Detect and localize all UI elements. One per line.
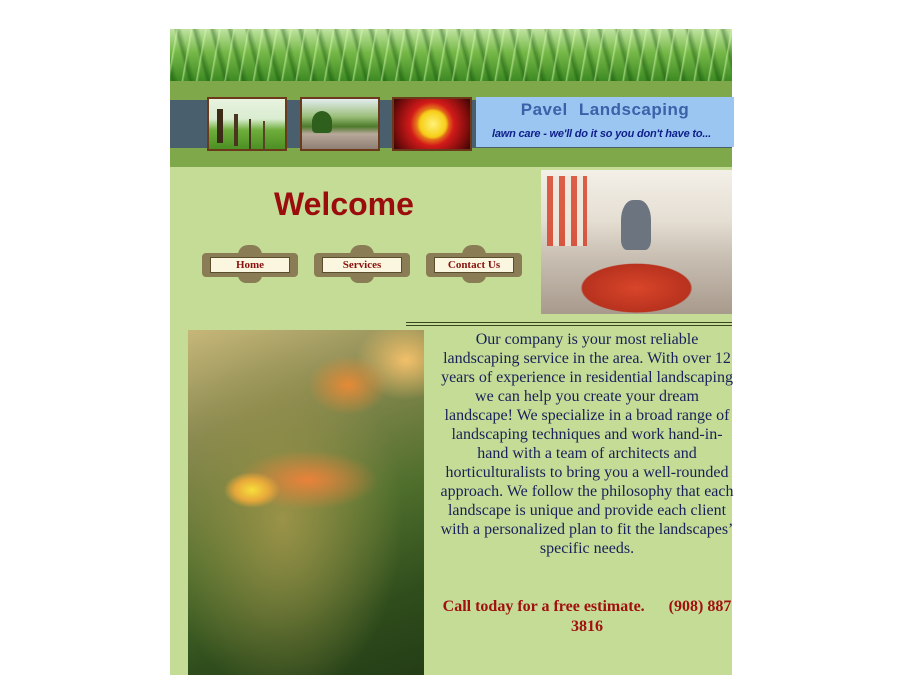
nav-button-home-label[interactable]: Home <box>210 257 290 273</box>
orchard-trees-photo <box>207 97 287 151</box>
yellow-lily-photo <box>392 97 472 151</box>
nav-button-contact[interactable] <box>426 245 522 283</box>
page-heading: Welcome <box>274 186 414 222</box>
garden-path-photo <box>300 97 380 151</box>
intro-paragraph: Our company is your most reliable landscaping service in the area. With over 12 years of experience in residential landscaping we can help you create your dream landscape! We specialize in a broad range of landscaping techniques and work hand-in-hand with a team of architects and horticulturalists to bring you a well-rounded approach. We follow the philosophy that each landscape is unique and provide each client with a personalized plan to fit the landscapes’ specific needs. <box>440 331 734 557</box>
nav-button-services[interactable] <box>314 245 410 283</box>
nav-button-contact-label[interactable]: Contact Us <box>434 257 514 273</box>
brand-box <box>476 97 734 147</box>
brand-title: Pavel Landscaping <box>520 100 690 119</box>
brand-tagline: lawn care - we'll do it so you don't have to... <box>492 128 711 140</box>
columbine-flower-photo <box>188 330 424 675</box>
section-divider <box>406 322 732 326</box>
nav-button-services-label[interactable]: Services <box>322 257 402 273</box>
grass-banner-image <box>170 29 732 81</box>
page-container <box>170 29 736 675</box>
call-to-action: Call today for a free estimate. (908) 887 3816 <box>442 598 736 635</box>
riding-mower-photo <box>541 170 732 314</box>
nav-button-home[interactable] <box>202 245 298 283</box>
